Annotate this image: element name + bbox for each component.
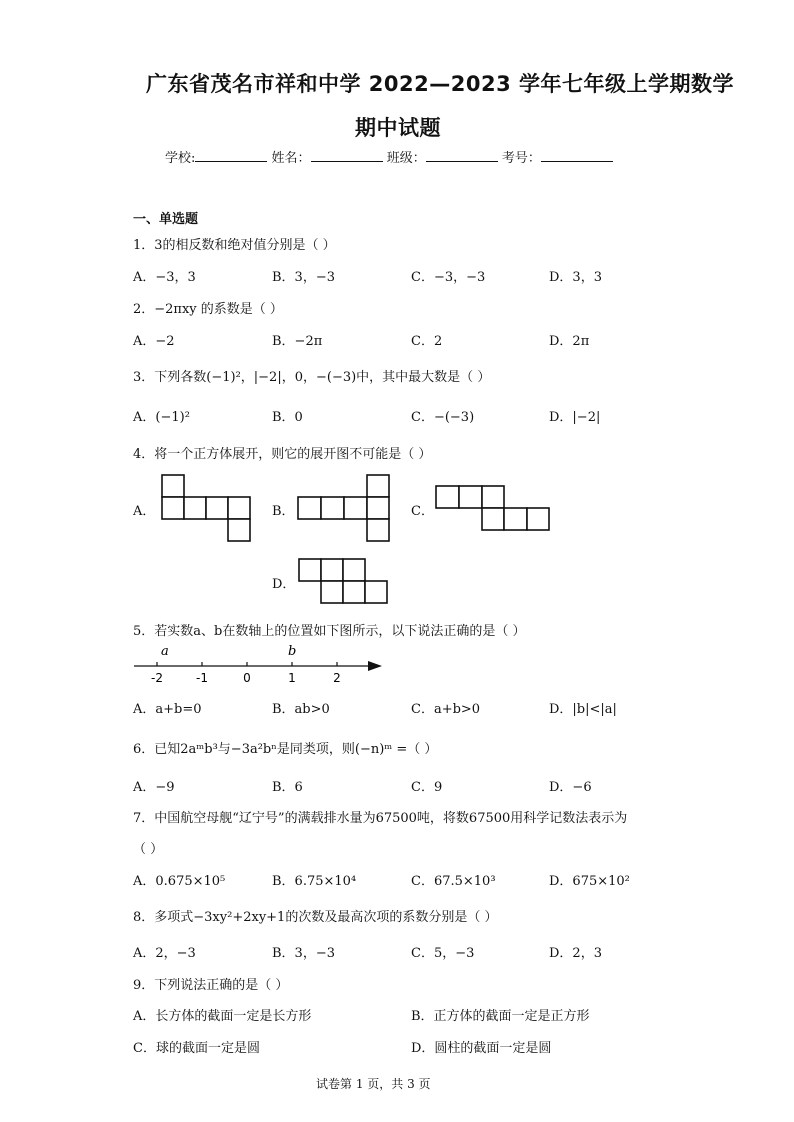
question-5-option-d[interactable]: D．|b|<|a|	[549, 702, 617, 717]
tick-label: -2	[151, 671, 163, 685]
point-b-label: b	[288, 644, 297, 659]
question-3-option-d[interactable]: D．|−2|	[549, 410, 601, 425]
question-2-option-c[interactable]: C．2	[411, 334, 443, 349]
question-9-stem: 9．下列说法正确的是（ ）	[133, 978, 289, 993]
question-7-option-c[interactable]: C．67.5×10³	[411, 874, 496, 889]
question-3-stem: 3．下列各数(−1)²，|−2|，0，−(−3)中，其中最大数是（ ）	[133, 370, 491, 385]
question-2-stem: 2．−2πxy 的系数是（ ）	[133, 302, 283, 317]
question-9-option-b[interactable]: B．正方体的截面一定是正方形	[411, 1009, 590, 1024]
question-6-option-d[interactable]: D．−6	[549, 780, 592, 795]
question-6-option-a[interactable]: A．−9	[133, 780, 175, 795]
question-1-stem: 1．3的相反数和绝对值分别是（ ）	[133, 238, 336, 253]
question-3-option-c[interactable]: C．−(−3)	[411, 410, 475, 425]
school-label: 学校:	[165, 151, 196, 166]
question-5-option-c[interactable]: C．a+b>0	[411, 702, 481, 717]
question-1-option-c[interactable]: C．−3，−3	[411, 270, 486, 285]
question-9-option-a[interactable]: A．长方体的截面一定是长方形	[133, 1009, 312, 1024]
exam-no-blank[interactable]	[541, 149, 613, 162]
question-8-stem: 8．多项式−3xy²+2xy+1的次数及最高次项的系数分别是（ ）	[133, 910, 498, 925]
cube-net-d	[298, 558, 390, 606]
tick-label: 0	[243, 671, 251, 685]
question-5-option-a[interactable]: A．a+b=0	[133, 702, 202, 717]
question-2-option-b[interactable]: B．−2π	[272, 334, 323, 349]
question-1-option-a[interactable]: A．−3，3	[133, 270, 196, 285]
class-label: 班级：	[386, 151, 426, 166]
question-6-option-c[interactable]: C．9	[411, 780, 443, 795]
question-1-option-b[interactable]: B．3，−3	[272, 270, 335, 285]
school-blank[interactable]	[195, 149, 267, 162]
question-2-option-a[interactable]: A．−2	[133, 334, 175, 349]
question-3-option-a[interactable]: A．(−1)²	[133, 410, 190, 425]
question-5-stem: 5．若实数a、b在数轴上的位置如下图所示，以下说法正确的是（ ）	[133, 624, 526, 639]
question-6-option-b[interactable]: B．6	[272, 780, 303, 795]
question-9-option-d[interactable]: D．圆柱的截面一定是圆	[411, 1041, 552, 1056]
cube-net-b	[297, 474, 392, 544]
page-title-line1: 广东省茂名市祥和中学 2022—2023 学年七年级上学期数学	[146, 72, 735, 96]
class-blank[interactable]	[426, 149, 498, 162]
point-a-label: a	[161, 644, 169, 659]
question-8-option-d[interactable]: D．2，3	[549, 946, 602, 961]
question-4-option-a[interactable]: A．	[133, 504, 156, 519]
question-4-option-d[interactable]: D．	[272, 577, 296, 592]
section-heading: 一、单选题	[133, 212, 199, 227]
cube-net-c	[435, 485, 551, 533]
question-6-stem: 6．已知2aᵐb³与−3a²bⁿ是同类项，则(−n)ᵐ =（ ）	[133, 742, 438, 757]
question-7-option-a[interactable]: A．0.675×10⁵	[133, 874, 226, 889]
tick-label: -1	[196, 671, 208, 685]
question-5-option-b[interactable]: B．ab>0	[272, 702, 330, 717]
question-3-option-b[interactable]: B．0	[272, 410, 303, 425]
question-4-stem: 4．将一个正方体展开，则它的展开图不可能是（ ）	[133, 447, 432, 462]
info-fields	[165, 147, 613, 166]
number-line-arrow	[368, 661, 382, 671]
question-4-option-c[interactable]: C．	[411, 504, 434, 519]
page-footer: 试卷第 1 页，共 3 页	[316, 1077, 431, 1091]
cube-net-a	[161, 474, 253, 544]
name-label: 姓名：	[271, 151, 311, 166]
page-title-line2: 期中试题	[355, 116, 441, 140]
tick-label: 2	[333, 671, 341, 685]
question-4-option-b[interactable]: B．	[272, 504, 295, 519]
question-9-option-c[interactable]: C．球的截面一定是圆	[133, 1041, 260, 1056]
question-7-option-d[interactable]: D．675×10²	[549, 874, 630, 889]
question-8-option-b[interactable]: B．3，−3	[272, 946, 335, 961]
question-7-stem-cont: （ ）	[133, 842, 164, 857]
question-1-option-d[interactable]: D．3，3	[549, 270, 602, 285]
question-7-option-b[interactable]: B．6.75×10⁴	[272, 874, 357, 889]
tick-label: 1	[288, 671, 296, 685]
question-8-option-c[interactable]: C．5，−3	[411, 946, 475, 961]
number-line	[130, 640, 390, 688]
question-7-stem: 7．中国航空母舰“辽宁号”的满载排水量为67500吨，将数67500用科学记数法表示为	[133, 811, 628, 826]
name-blank[interactable]	[311, 149, 383, 162]
exam-no-label: 考号：	[501, 151, 541, 166]
question-8-option-a[interactable]: A．2，−3	[133, 946, 196, 961]
question-2-option-d[interactable]: D．2π	[549, 334, 590, 349]
